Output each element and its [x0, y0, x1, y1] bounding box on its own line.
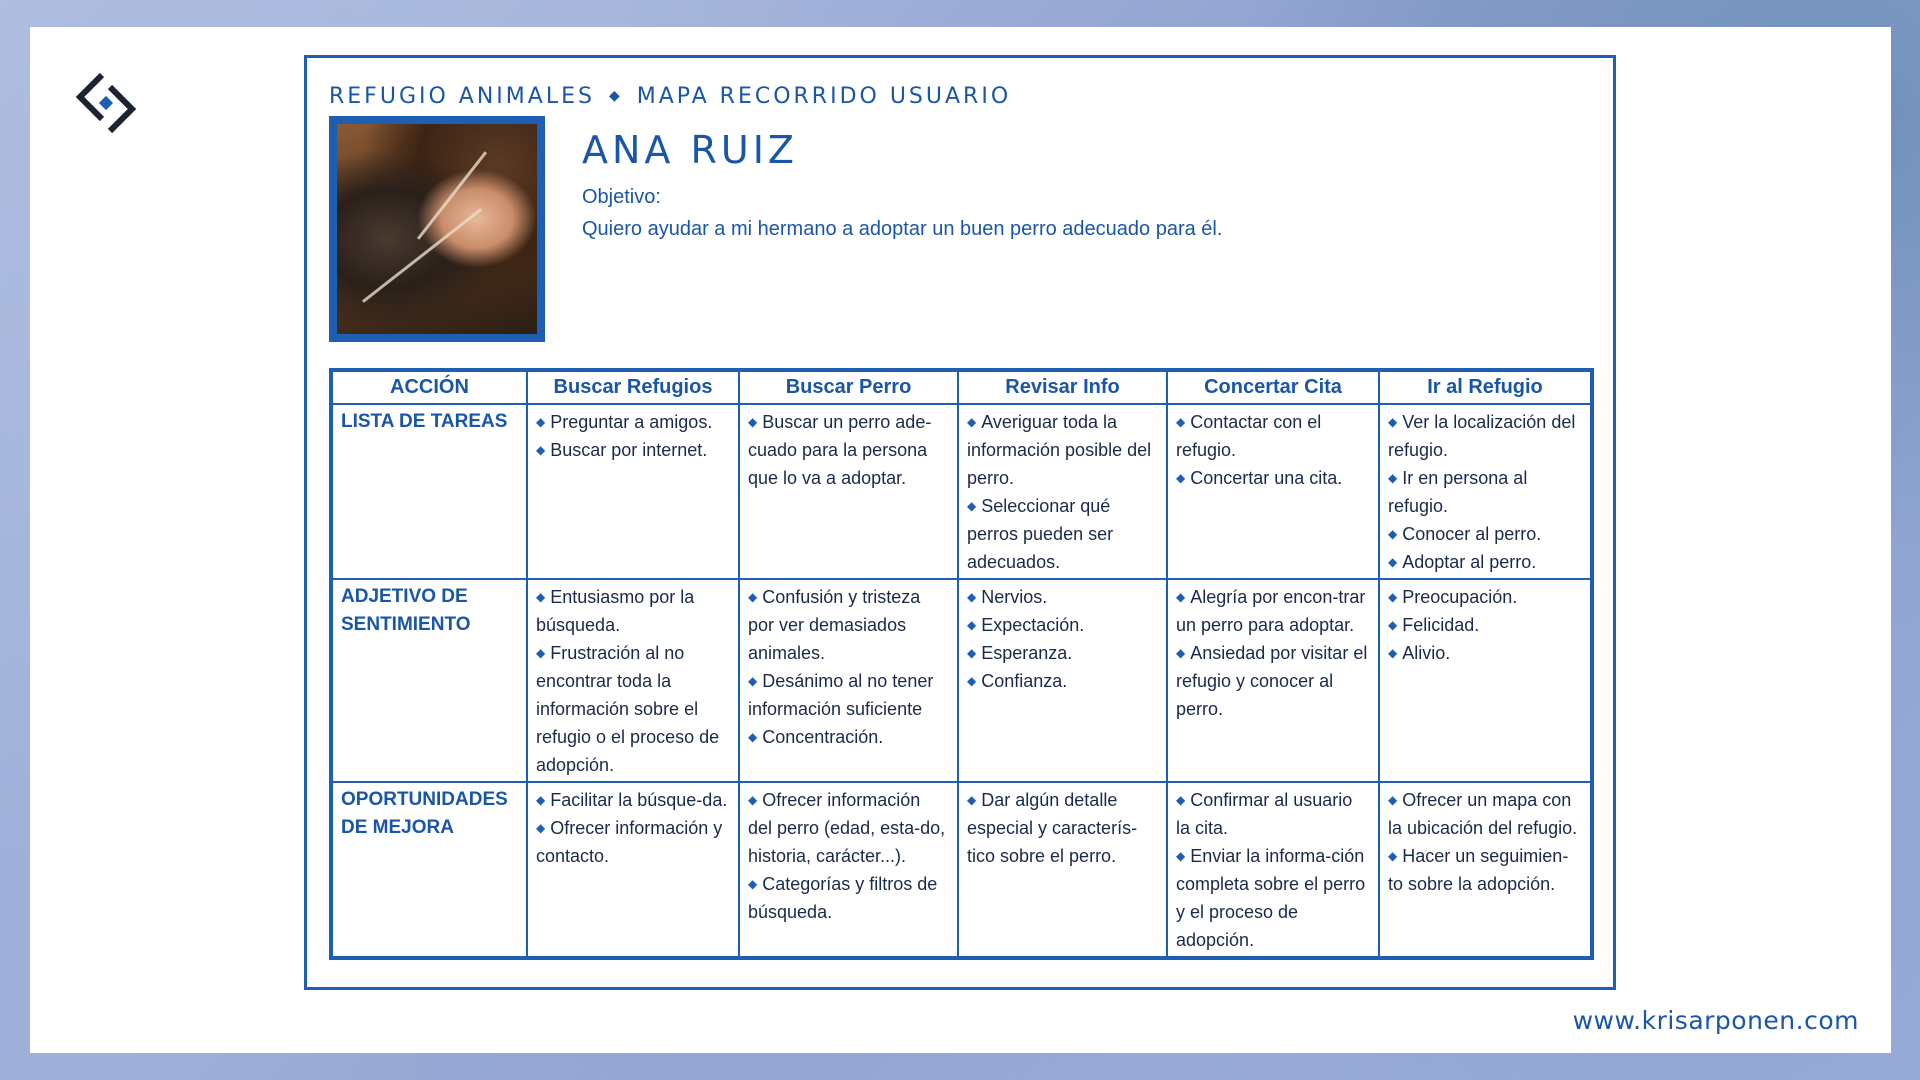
list-item [1388, 786, 1582, 842]
bullet-icon: ◆ [536, 590, 546, 604]
list-item [967, 667, 1158, 695]
column-header: Buscar Perro [739, 370, 958, 404]
row-header: ADJETIVO DE SENTIMIENTO [331, 579, 527, 782]
table-cell [527, 579, 739, 782]
list-item [1388, 611, 1582, 639]
table-cell [739, 782, 958, 958]
list-item [748, 583, 949, 667]
table-row [331, 404, 1592, 579]
table-row [331, 782, 1592, 958]
list-item-text: Seleccionar qué perros pueden ser adecuados. [967, 496, 1114, 572]
bullet-icon: ◆ [1388, 793, 1398, 807]
list-item [748, 786, 949, 870]
goal-label: Objetivo: [582, 186, 661, 208]
eyebrow-separator-icon: ◆ [608, 88, 623, 104]
list-item [1176, 408, 1370, 464]
bullet-icon: ◆ [536, 793, 546, 807]
corner-header: ACCIÓN [331, 370, 527, 404]
list-item-text: Nervios. [981, 587, 1048, 607]
bullet-icon: ◆ [748, 674, 758, 688]
list-item-text: Concertar una cita. [1190, 468, 1343, 488]
list-item-text: Frustración al no encontrar toda la información sobre el refugio o el proceso de adopción. [536, 643, 720, 775]
column-header: Ir al Refugio [1379, 370, 1592, 404]
list-item [967, 583, 1158, 611]
list-item-text: Buscar por internet. [550, 440, 708, 460]
list-item [967, 408, 1158, 492]
list-item-text: Alivio. [1402, 643, 1451, 663]
table-cell [1167, 579, 1379, 782]
list-item-text: Expectación. [981, 615, 1085, 635]
list-item [1176, 842, 1370, 954]
logo-icon [74, 71, 138, 135]
list-item [748, 870, 949, 926]
list-item-text: Esperanza. [981, 643, 1073, 663]
list-item-text: Enviar la informa-ción completa sobre el perro y el proceso de adopción. [1176, 846, 1366, 950]
bullet-icon: ◆ [536, 646, 546, 660]
bullet-icon: ◆ [967, 793, 977, 807]
bullet-icon: ◆ [1176, 646, 1186, 660]
table-cell [1379, 782, 1592, 958]
document-eyebrow [329, 84, 1011, 109]
table-cell [527, 404, 739, 579]
table-cell [739, 579, 958, 782]
bullet-icon: ◆ [1176, 590, 1186, 604]
list-item [536, 639, 730, 779]
list-item [1388, 548, 1582, 576]
list-item-text: Ver la localización del refugio. [1388, 412, 1576, 460]
list-item [536, 436, 730, 464]
bullet-icon: ◆ [1388, 415, 1398, 429]
bullet-icon: ◆ [1388, 590, 1398, 604]
list-item-text: Preocupación. [1402, 587, 1518, 607]
journey-table [329, 368, 1594, 960]
list-item-text: Hacer un seguimien-to sobre la adopción. [1388, 846, 1569, 894]
list-item-text: Confusión y tristeza por ver demasiados animales. [748, 587, 921, 663]
list-item-text: Desánimo al no tener información suficiente [748, 671, 934, 719]
list-item [967, 611, 1158, 639]
bullet-icon: ◆ [748, 590, 758, 604]
bullet-icon: ◆ [1176, 849, 1186, 863]
column-header: Buscar Refugios [527, 370, 739, 404]
bullet-icon: ◆ [536, 821, 546, 835]
journey-map-frame [304, 55, 1616, 990]
bullet-icon: ◆ [1176, 471, 1186, 485]
list-item-text: Preguntar a amigos. [550, 412, 713, 432]
eyebrow-left: REFUGIO ANIMALES [329, 84, 595, 109]
list-item-text: Entusiasmo por la búsqueda. [536, 587, 695, 635]
list-item [1388, 639, 1582, 667]
eyebrow-right: MAPA RECORRIDO USUARIO [636, 84, 1012, 109]
bullet-icon: ◆ [1388, 527, 1398, 541]
list-item [1388, 520, 1582, 548]
list-item [536, 786, 730, 814]
bullet-icon: ◆ [1388, 618, 1398, 632]
table-cell [1167, 404, 1379, 579]
bullet-icon: ◆ [967, 499, 977, 513]
table-cell [958, 579, 1167, 782]
bullet-icon: ◆ [1388, 646, 1398, 660]
list-item-text: Confirmar al usuario la cita. [1176, 790, 1353, 838]
bullet-icon: ◆ [967, 646, 977, 660]
bullet-icon: ◆ [1388, 849, 1398, 863]
table-cell [958, 404, 1167, 579]
table-cell [739, 404, 958, 579]
table-row [331, 579, 1592, 782]
goal-text: Quiero ayudar a mi hermano a adoptar un buen perro adecuado para él. [582, 218, 1223, 240]
bullet-icon: ◆ [536, 443, 546, 457]
row-header: LISTA DE TAREAS [331, 404, 527, 579]
header-row [331, 370, 1592, 404]
list-item-text: Dar algún detalle especial y caracterís-tico sobre el perro. [967, 790, 1138, 866]
list-item [748, 667, 949, 723]
list-item-text: Averiguar toda la información posible del perro. [967, 412, 1152, 488]
row-header: OPORTUNIDADES DE MEJORA [331, 782, 527, 958]
column-header: Concertar Cita [1167, 370, 1379, 404]
bullet-icon: ◆ [1176, 415, 1186, 429]
list-item-text: Buscar un perro ade-cuado para la persona que lo va a adoptar. [748, 412, 932, 488]
list-item-text: Facilitar la búsque-da. [550, 790, 728, 810]
table-cell [1379, 579, 1592, 782]
list-item-text: Ofrecer información del perro (edad, esta-do, historia, carácter...). [748, 790, 946, 866]
list-item [536, 408, 730, 436]
list-item-text: Contactar con el refugio. [1176, 412, 1322, 460]
list-item-text: Ansiedad por visitar el refugio y conocer al perro. [1176, 643, 1368, 719]
list-item [1176, 639, 1370, 723]
column-header: Revisar Info [958, 370, 1167, 404]
bullet-icon: ◆ [967, 618, 977, 632]
list-item [967, 786, 1158, 870]
bullet-icon: ◆ [748, 793, 758, 807]
list-item [1388, 583, 1582, 611]
bullet-icon: ◆ [967, 415, 977, 429]
list-item [536, 583, 730, 639]
table-cell [1379, 404, 1592, 579]
list-item [536, 814, 730, 870]
list-item [1388, 842, 1582, 898]
list-item [967, 639, 1158, 667]
list-item [748, 408, 949, 492]
list-item [748, 723, 949, 751]
bullet-icon: ◆ [748, 415, 758, 429]
list-item [1176, 464, 1370, 492]
list-item [1388, 464, 1582, 520]
bullet-icon: ◆ [1388, 471, 1398, 485]
list-item-text: Adoptar al perro. [1402, 552, 1537, 572]
list-item [967, 492, 1158, 576]
list-item-text: Ofrecer información y contacto. [536, 818, 723, 866]
list-item-text: Alegría por encon-trar un perro para adoptar. [1176, 587, 1366, 635]
bullet-icon: ◆ [967, 590, 977, 604]
list-item-text: Felicidad. [1402, 615, 1480, 635]
table-cell [958, 782, 1167, 958]
bullet-icon: ◆ [536, 415, 546, 429]
table-cell [1167, 782, 1379, 958]
persona-photo [329, 116, 545, 342]
list-item-text: Ofrecer un mapa con la ubicación del refugio. [1388, 790, 1578, 838]
list-item [1176, 583, 1370, 639]
page-card [30, 27, 1891, 1053]
list-item-text: Conocer al perro. [1402, 524, 1542, 544]
list-item [1176, 786, 1370, 842]
list-item-text: Confianza. [981, 671, 1068, 691]
bullet-icon: ◆ [748, 730, 758, 744]
list-item-text: Ir en persona al refugio. [1388, 468, 1528, 516]
bullet-icon: ◆ [1176, 793, 1186, 807]
bullet-icon: ◆ [1388, 555, 1398, 569]
list-item-text: Categorías y filtros de búsqueda. [748, 874, 938, 922]
bullet-icon: ◆ [967, 674, 977, 688]
bullet-icon: ◆ [748, 877, 758, 891]
list-item [1388, 408, 1582, 464]
persona-photo-image [337, 124, 537, 334]
site-url: www.krisarponen.com [1572, 1006, 1859, 1035]
persona-name: ANA RUIZ [582, 128, 798, 172]
list-item-text: Concentración. [762, 727, 884, 747]
table-cell [527, 782, 739, 958]
